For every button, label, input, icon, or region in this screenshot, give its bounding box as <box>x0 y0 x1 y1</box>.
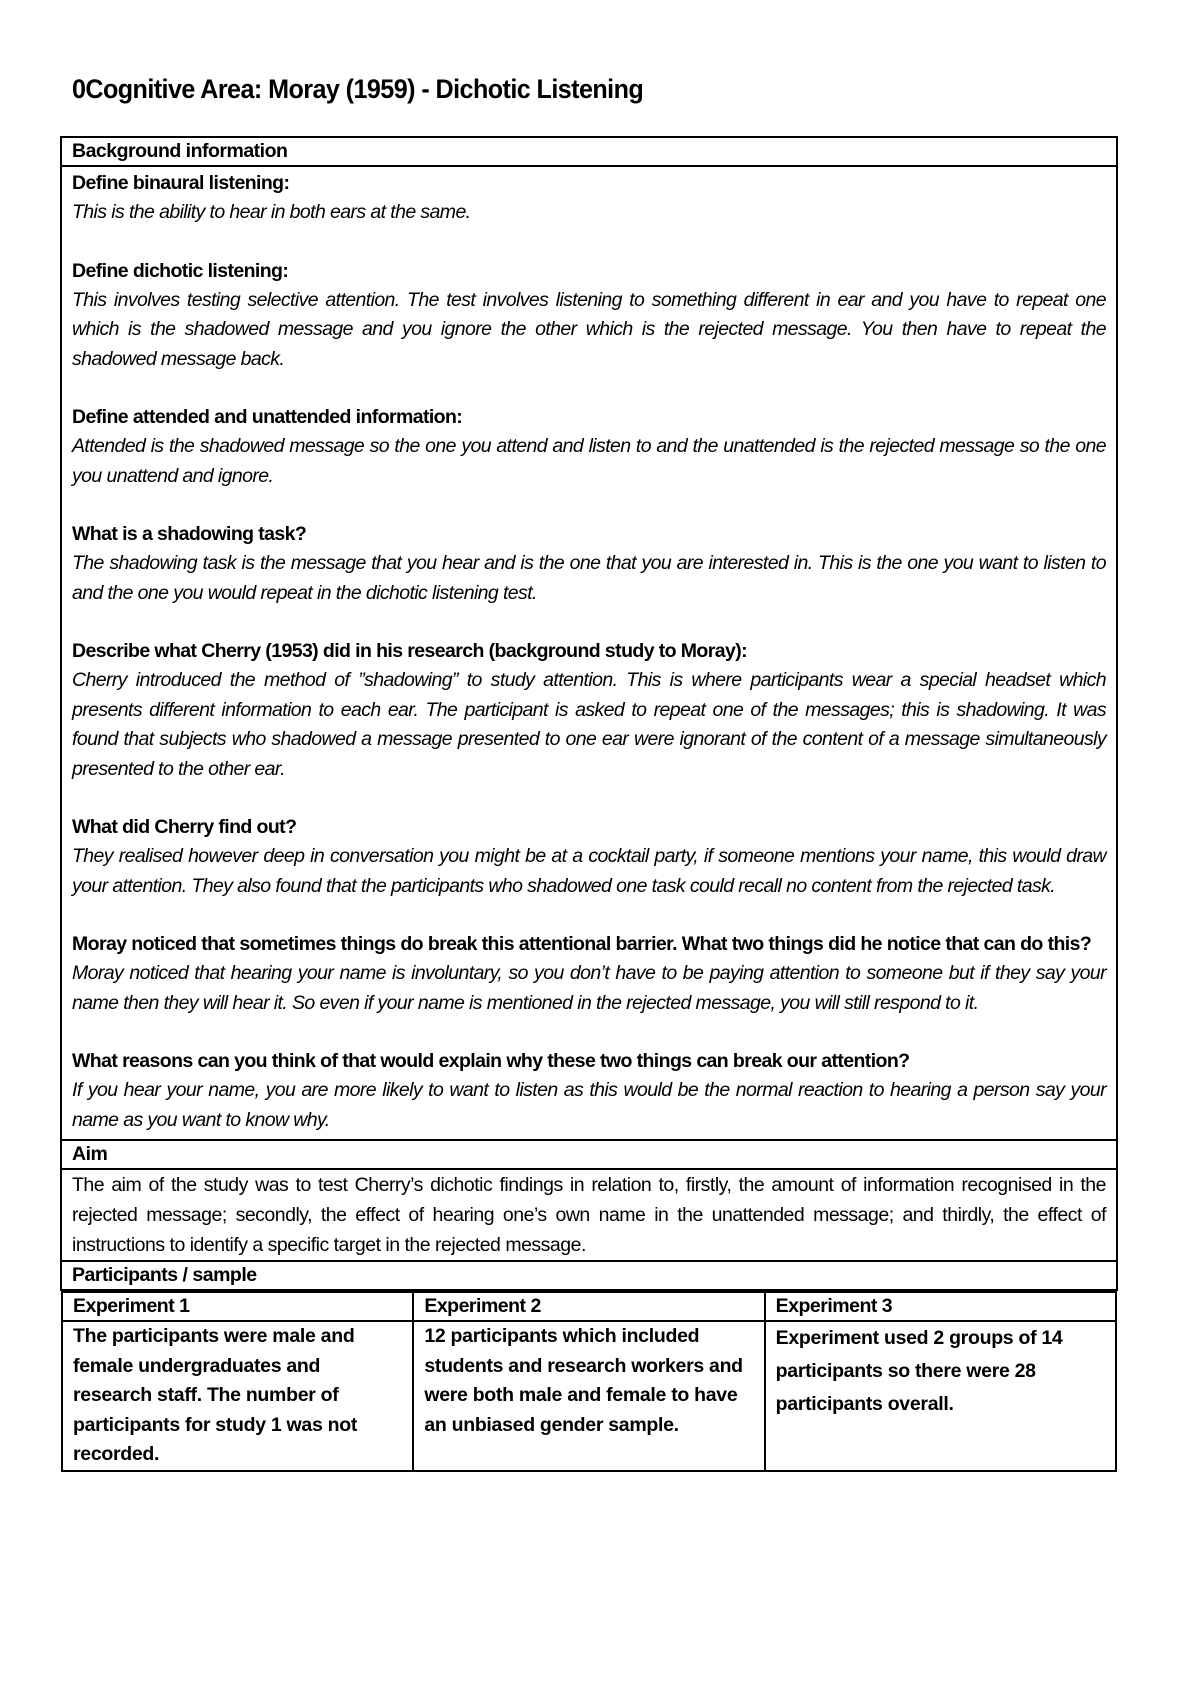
participants-heading-row <box>61 1261 1117 1290</box>
answer: This is the ability to hear in both ears at the same. <box>72 201 471 223</box>
experiment-3-label: Experiment 3 <box>765 1292 1116 1321</box>
background-heading-row <box>61 137 1117 166</box>
qa-cherry-findings <box>72 813 1106 901</box>
qa-attended-unattended <box>72 403 1106 491</box>
answer: Moray noticed that hearing your name is involuntary, so you don’t have to be paying attention to someone but if they say your name then they will hear it. So even if your name is mentioned in the rejected message, you will still respond to it. <box>72 962 1106 1014</box>
question: What reasons can you think of that would explain why these two things can break our attention? <box>72 1050 910 1072</box>
background-heading: Background information <box>61 137 1117 166</box>
participants-content-row <box>61 1290 1117 1472</box>
experiments-table <box>61 1291 1117 1472</box>
qa-binaural <box>72 169 1106 228</box>
experiment-1-text: The participants were male and female undergraduates and research staff. The number of participants for study 1 was not recorded. <box>62 1321 413 1471</box>
experiment-2-label: Experiment 2 <box>413 1292 764 1321</box>
aim-content-row <box>61 1169 1117 1261</box>
document-title: 0Cognitive Area: Moray (1959) - Dichotic Listening <box>72 74 644 104</box>
answer: The shadowing task is the message that you hear and is the one that you are interested in. This is the one you want to listen to and the one you would repeat in the dichotic listening test. <box>72 552 1106 604</box>
experiments-header-row <box>62 1292 1116 1321</box>
answer: Attended is the shadowed message so the one you attend and listen to and the unattended is the rejected message so the one you unattend and ignore. <box>72 435 1106 487</box>
qa-shadowing-task <box>72 520 1106 608</box>
aim-heading-row <box>61 1140 1117 1169</box>
background-content <box>61 166 1117 1140</box>
question: Define binaural listening: <box>72 172 290 194</box>
worksheet-table <box>60 136 1118 1472</box>
participants-heading: Participants / sample <box>61 1261 1117 1290</box>
background-content-row <box>61 166 1117 1140</box>
participants-grid-wrapper <box>61 1290 1117 1472</box>
answer: They realised however deep in conversation you might be at a cocktail party, if someone mentions your name, this would draw your attention. They also found that the participants who shadowed one task could recall no content from the rejected task. <box>72 845 1106 897</box>
experiment-1-label: Experiment 1 <box>62 1292 413 1321</box>
question: Define dichotic listening: <box>72 259 289 282</box>
question: What is a shadowing task? <box>72 523 307 545</box>
question: Describe what Cherry (1953) did in his research (background study to Moray): <box>72 640 747 662</box>
answer: This involves testing selective attention. The test involves listening to something different in ear and you have to repeat one which is the shadowed message and you ignore the other which is the rejected message. You then have to repeat the shadowed message back. <box>72 288 1106 370</box>
question: Moray noticed that sometimes things do break this attentional barrier. What two things did he notice that can do this? <box>72 933 1092 955</box>
experiments-body-row <box>62 1321 1116 1471</box>
experiment-3-text: Experiment used 2 groups of 14 participants so there were 28 participants overall. <box>765 1321 1116 1471</box>
aim-heading: Aim <box>61 1140 1117 1169</box>
answer: Cherry introduced the method of ”shadowing” to study attention. This is where participants wear a special headset which presents different information to each ear. The participant is asked to repeat one of the messages; this is shadowing. It was found that subjects who shadowed a message presented to one ear were ignorant of the content of a message simultaneously presented to the other ear. <box>72 669 1106 780</box>
qa-dichotic <box>72 257 1106 375</box>
experiment-2-text: 12 participants which included students and research workers and were both male and female to have an unbiased gender sample. <box>413 1321 764 1471</box>
question: What did Cherry find out? <box>72 816 297 838</box>
qa-reasons <box>72 1047 1106 1135</box>
qa-attentional-barrier <box>72 930 1106 1018</box>
answer: If you hear your name, you are more likely to want to listen as this would be the normal reaction to hearing a person say your name as you want to know why. <box>72 1079 1106 1131</box>
question: Define attended and unattended information: <box>72 406 463 428</box>
aim-text: The aim of the study was to test Cherry’s dichotic findings in relation to, firstly, the amount of information recognised in the rejected message; secondly, the effect of hearing one’s own name in the unattended message; and thirdly, the effect of instructions to identify a specific target in the rejected message. <box>61 1169 1117 1261</box>
qa-cherry-research <box>72 637 1106 784</box>
